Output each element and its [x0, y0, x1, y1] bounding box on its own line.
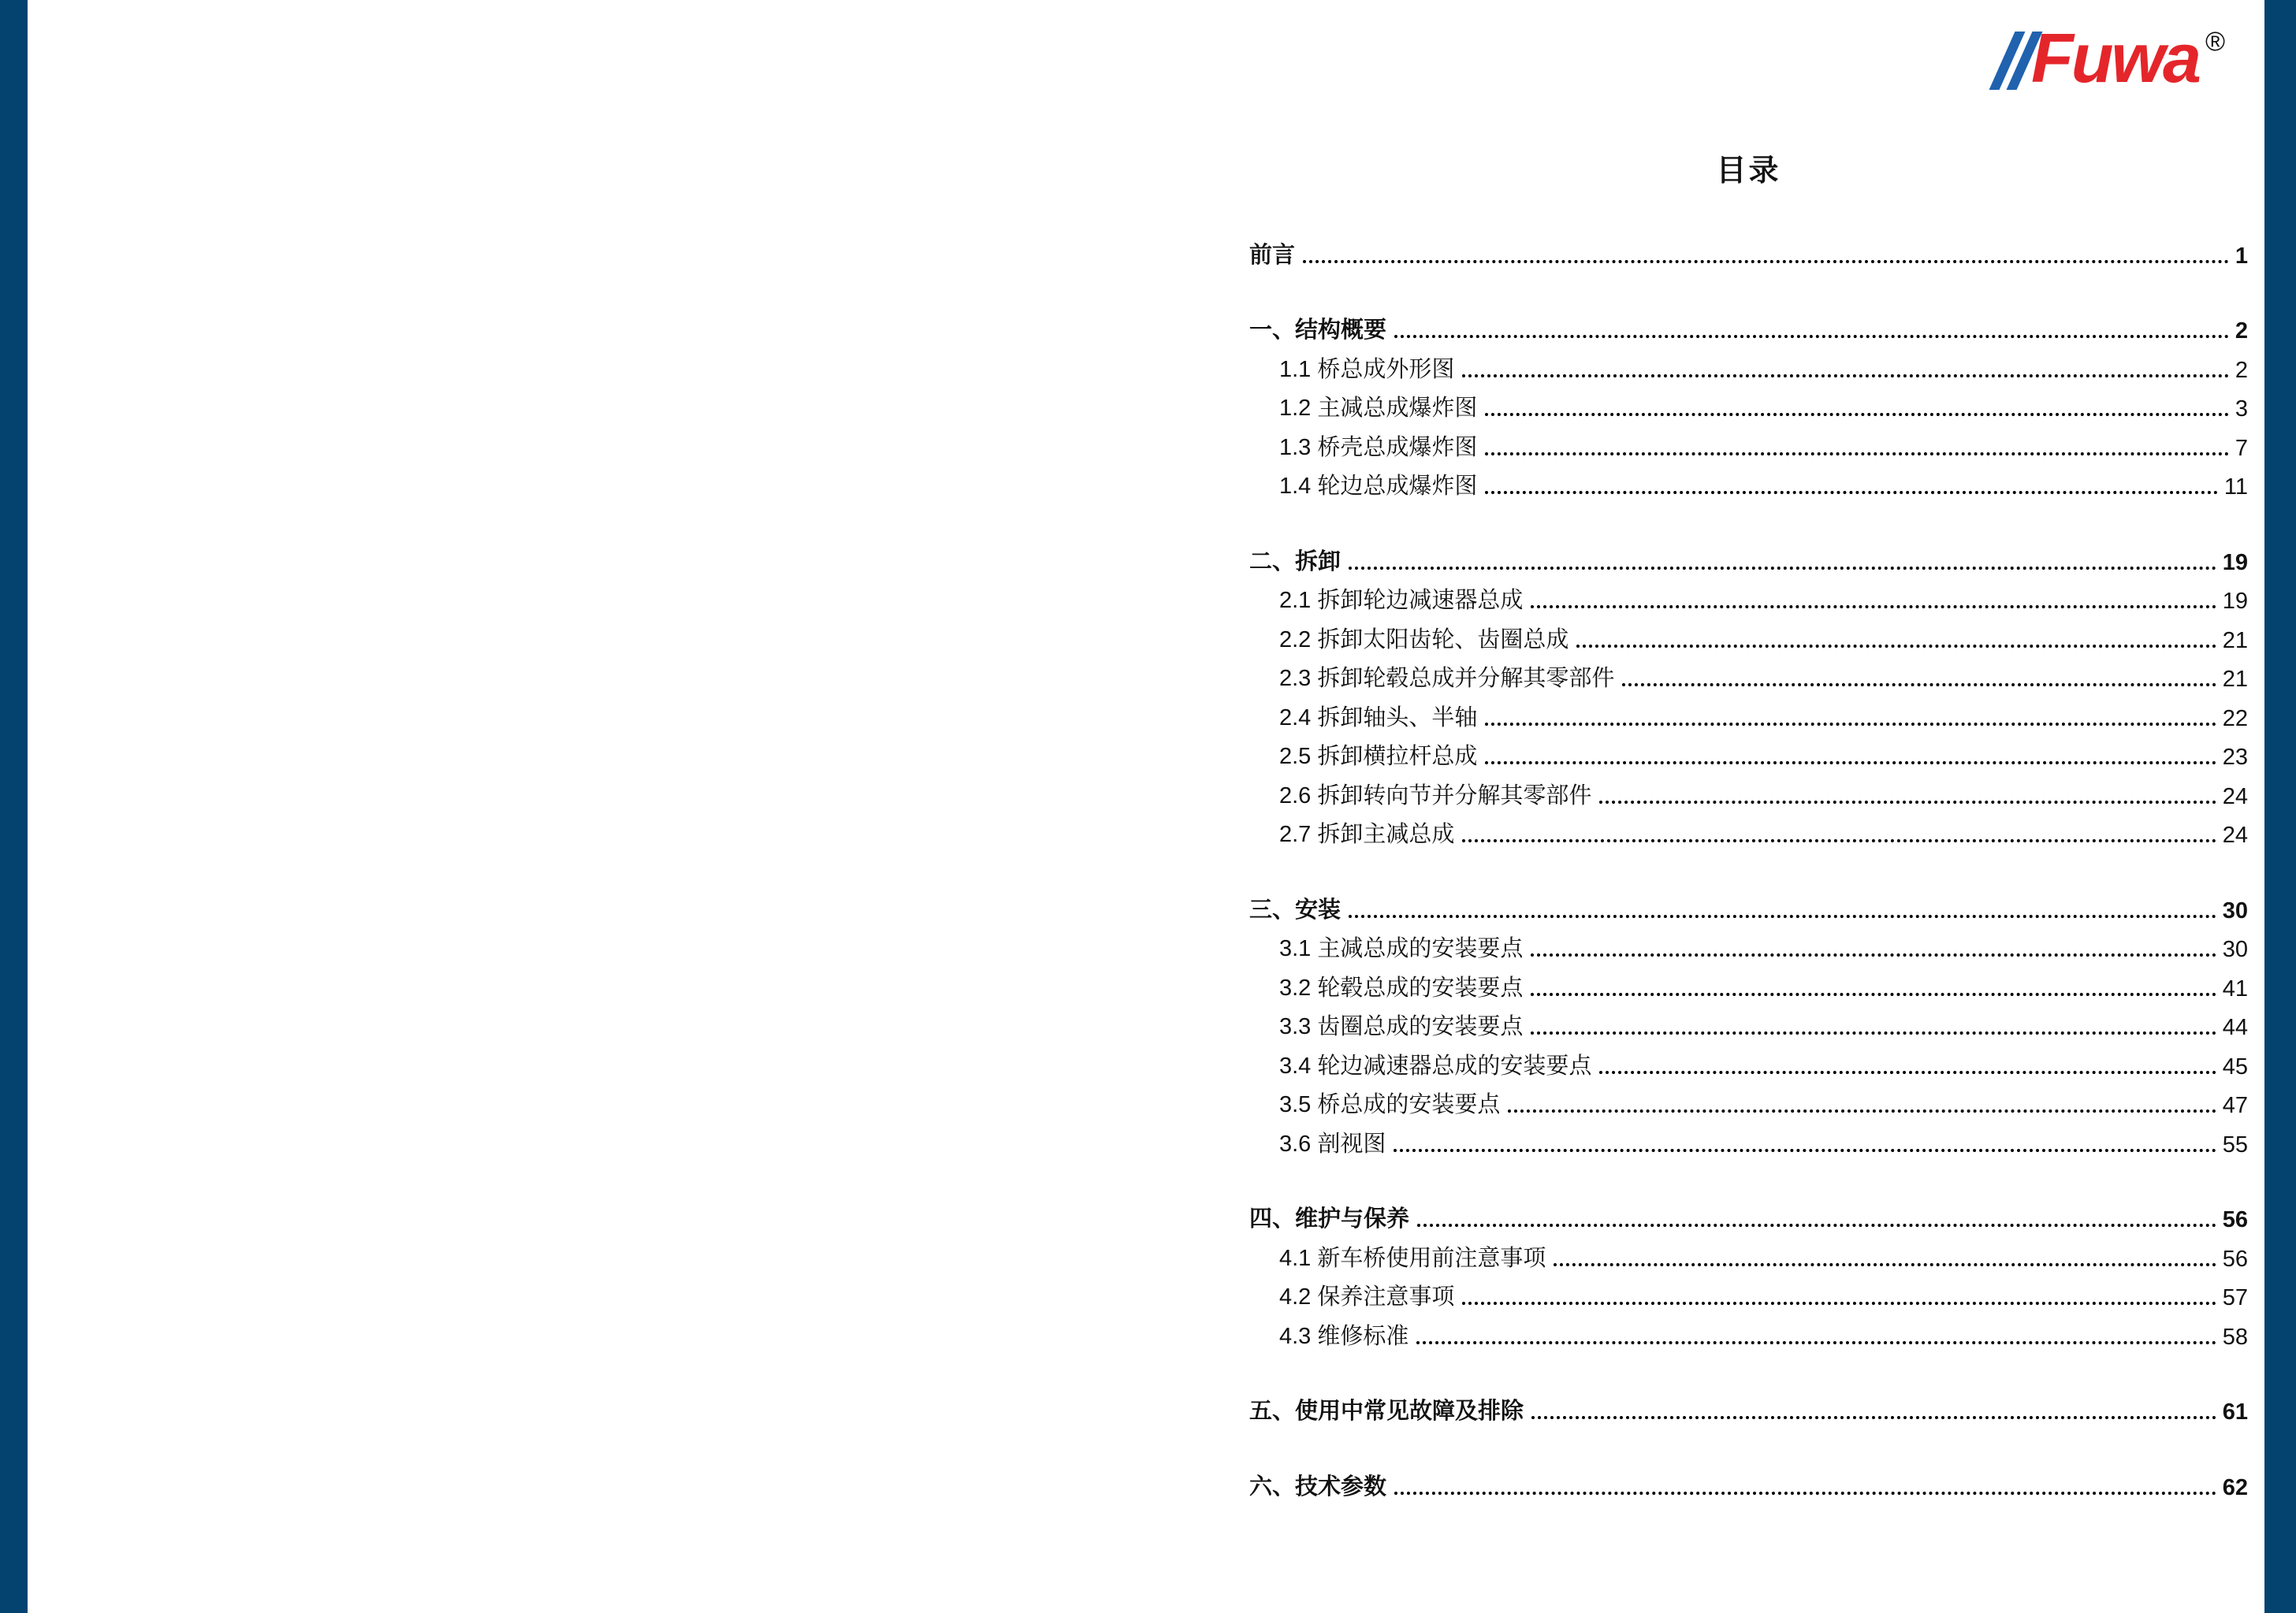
- toc-entry-label: 2.2 拆卸太阳齿轮、齿圈总成: [1279, 626, 1569, 652]
- toc-row: [1249, 696, 2248, 735]
- toc-page-number: 24: [2222, 823, 2248, 848]
- toc-page-number: 30: [2222, 898, 2248, 924]
- toc-entry-label: 前言: [1249, 242, 1296, 268]
- dot-leader: [1531, 993, 2216, 996]
- dot-leader: [1531, 1416, 2216, 1419]
- toc-entry-label: 2.4 拆卸轴头、半轴: [1279, 704, 1478, 730]
- toc-row: [1249, 774, 2248, 813]
- toc-row: [1249, 618, 2248, 657]
- toc-page-number: 62: [2222, 1474, 2248, 1500]
- toc-row: [1249, 1083, 2248, 1123]
- toc-entry-label: 2.6 拆卸转向节并分解其零部件: [1279, 782, 1592, 808]
- dot-leader: [1462, 839, 2216, 842]
- toc-row: [1249, 465, 2248, 504]
- toc-entry-label: 1.2 主减总成爆炸图: [1279, 396, 1478, 421]
- toc-entry-label: 2.5 拆卸横拉杆总成: [1279, 744, 1478, 769]
- toc-page-number: 2: [2235, 318, 2248, 344]
- toc-entry-label: 六、技术参数: [1249, 1474, 1387, 1500]
- dot-leader: [1599, 1071, 2216, 1074]
- toc-row: [1249, 1005, 2248, 1045]
- toc-page-number: 41: [2222, 976, 2248, 1002]
- registered-trademark-icon: ®: [2205, 27, 2225, 57]
- toc-page-number: 19: [2222, 589, 2248, 614]
- toc-row: [1249, 813, 2248, 853]
- toc-page-number: 30: [2222, 937, 2248, 962]
- toc-page-number: 23: [2222, 745, 2248, 770]
- toc-row: [1249, 426, 2248, 465]
- dot-leader: [1417, 1224, 2216, 1227]
- toc-page-number: 2: [2235, 357, 2248, 383]
- toc-page-number: 56: [2222, 1207, 2248, 1232]
- dot-leader: [1508, 1109, 2216, 1113]
- toc-page-number: 47: [2222, 1093, 2248, 1118]
- dot-leader: [1485, 413, 2228, 416]
- toc-page-number: 22: [2222, 705, 2248, 731]
- dot-leader: [1485, 761, 2216, 764]
- table-of-contents: [1249, 233, 2248, 1504]
- toc-entry-label: 2.7 拆卸主减总成: [1279, 822, 1455, 847]
- toc-page-number: 3: [2235, 396, 2248, 422]
- toc-entry-label: 3.6 剖视图: [1279, 1131, 1386, 1157]
- toc-entry-label: 二、拆卸: [1249, 548, 1342, 574]
- dot-leader: [1394, 1149, 2216, 1152]
- toc-row: [1249, 888, 2248, 927]
- toc-row: [1249, 233, 2248, 273]
- toc-page-number: 58: [2222, 1324, 2248, 1350]
- toc-entry-label: 2.3 拆卸轮毂总成并分解其零部件: [1279, 666, 1615, 691]
- dot-leader: [1485, 491, 2218, 494]
- toc-row: [1249, 927, 2248, 967]
- toc-entry-label: 五、使用中常见故障及排除: [1249, 1399, 1524, 1424]
- toc-row: [1249, 735, 2248, 775]
- toc-entry-label: 3.2 轮毂总成的安装要点: [1279, 975, 1524, 1001]
- dot-leader: [1554, 1263, 2216, 1266]
- toc-entry-label: 4.1 新车桥使用前注意事项: [1279, 1245, 1546, 1271]
- page-title: 目录: [1716, 154, 1781, 188]
- dot-leader: [1394, 1492, 2216, 1495]
- dot-leader: [1462, 1302, 2216, 1305]
- toc-entry-label: 4.2 保养注意事项: [1279, 1284, 1455, 1310]
- toc-page-number: 56: [2222, 1246, 2248, 1272]
- toc-page-number: 19: [2222, 549, 2248, 575]
- dot-leader: [1531, 953, 2216, 957]
- toc-row: [1249, 309, 2248, 348]
- dot-leader: [1416, 1341, 2216, 1344]
- toc-row: [1249, 966, 2248, 1005]
- toc-row: [1249, 1390, 2248, 1429]
- toc-row: [1249, 579, 2248, 619]
- dot-leader: [1462, 374, 2228, 377]
- toc-page-number: 1: [2235, 243, 2248, 269]
- toc-entry-label: 三、安装: [1249, 897, 1342, 923]
- toc-entry-label: 1.3 桥壳总成爆炸图: [1279, 434, 1478, 460]
- dot-leader: [1531, 1031, 2216, 1035]
- toc-page-number: 11: [2223, 474, 2248, 500]
- toc-page-number: 57: [2222, 1285, 2248, 1310]
- toc-page-number: 61: [2222, 1399, 2248, 1425]
- dot-leader: [1349, 567, 2216, 570]
- dot-leader: [1599, 801, 2216, 804]
- toc-page-number: 55: [2222, 1132, 2248, 1158]
- toc-row: [1249, 1044, 2248, 1083]
- dot-leader: [1485, 452, 2228, 455]
- toc-entry-label: 3.4 轮边减速器总成的安装要点: [1279, 1053, 1592, 1079]
- toc-entry-label: 1.1 桥总成外形图: [1279, 356, 1455, 382]
- toc-entry-label: 四、维护与保养: [1249, 1206, 1410, 1232]
- toc-row: [1249, 1122, 2248, 1161]
- toc-row: [1249, 1198, 2248, 1237]
- toc-entry-label: 2.1 拆卸轮边减速器总成: [1279, 588, 1524, 613]
- toc-page-number: 45: [2222, 1054, 2248, 1080]
- dot-leader: [1576, 645, 2216, 648]
- dot-leader: [1622, 683, 2216, 686]
- toc-entry-label: 1.4 轮边总成爆炸图: [1279, 474, 1478, 499]
- toc-row: [1249, 1465, 2248, 1504]
- toc-entry-label: 3.3 齿圈总成的安装要点: [1279, 1014, 1524, 1039]
- toc-row: [1249, 1236, 2248, 1276]
- toc-entry-label: 一、结构概要: [1249, 318, 1387, 343]
- toc-row: [1249, 540, 2248, 579]
- dot-leader: [1303, 260, 2229, 263]
- toc-page-number: 7: [2235, 435, 2248, 461]
- toc-row: [1249, 1314, 2248, 1354]
- toc-row: [1249, 387, 2248, 426]
- toc-row: [1249, 657, 2248, 697]
- dot-leader: [1531, 605, 2216, 608]
- toc-entry-label: 4.3 维修标准: [1279, 1323, 1409, 1349]
- left-margin-bar: [0, 0, 28, 1613]
- right-margin-bar: [2264, 0, 2296, 1613]
- toc-row: [1249, 1276, 2248, 1315]
- dot-leader: [1349, 915, 2216, 918]
- logo-brand-text: Fuwa: [2031, 19, 2199, 97]
- toc-page-number: 24: [2222, 783, 2248, 809]
- toc-row: [1249, 348, 2248, 387]
- dot-leader: [1485, 723, 2216, 726]
- content-column: [1249, 0, 2248, 1504]
- toc-page-number: 21: [2222, 627, 2248, 653]
- toc-page-number: 21: [2222, 667, 2248, 692]
- toc-page-number: 44: [2222, 1015, 2248, 1040]
- toc-entry-label: 3.1 主减总成的安装要点: [1279, 936, 1524, 961]
- toc-entry-label: 3.5 桥总成的安装要点: [1279, 1092, 1501, 1117]
- dot-leader: [1394, 335, 2229, 338]
